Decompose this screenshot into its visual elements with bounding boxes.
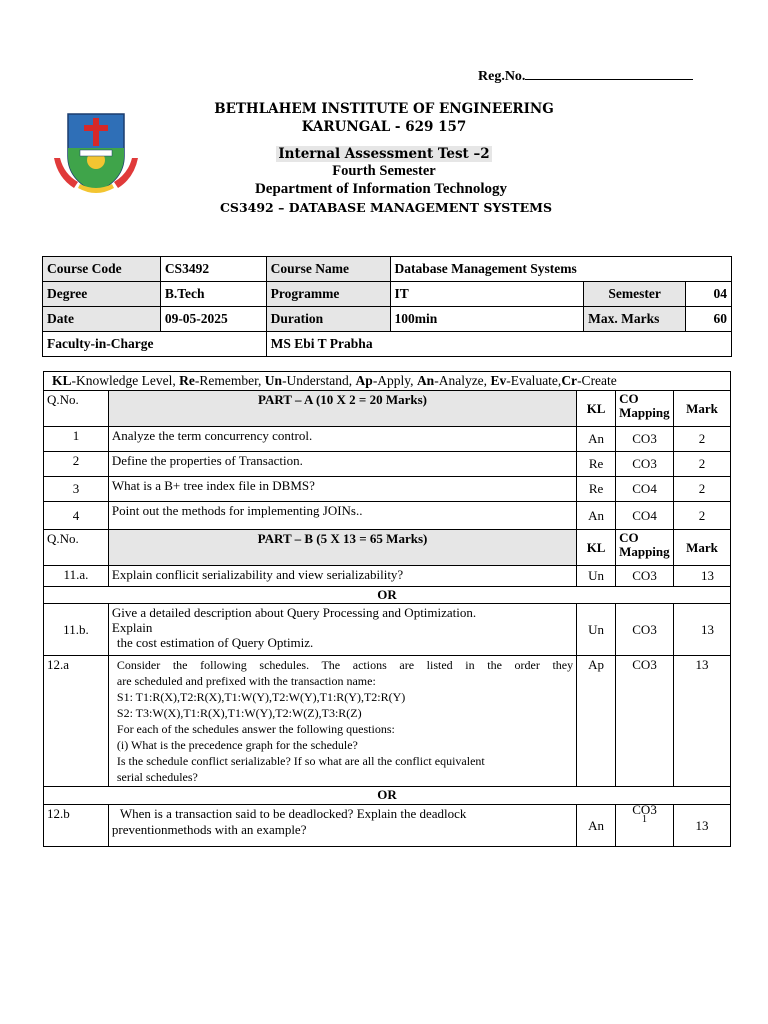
- question-co: CO3: [616, 656, 674, 787]
- degree: B.Tech: [160, 282, 266, 307]
- question-kl: An: [577, 805, 616, 847]
- course-code: CS3492: [160, 257, 266, 282]
- question-kl: Re: [577, 477, 616, 502]
- qno-header: Q.No.: [44, 391, 109, 427]
- question-co: CO3: [616, 604, 674, 656]
- legend-kl: KL: [52, 373, 72, 388]
- question-kl: Un: [577, 566, 616, 587]
- exam-subject: CS3492 – DATABASE MANAGEMENT SYSTEMS: [219, 200, 553, 215]
- table-row: [44, 656, 731, 787]
- legend-un-text: -Understand,: [282, 373, 353, 388]
- question-line: serial schedules?: [116, 770, 198, 784]
- table-row: [44, 452, 731, 477]
- legend-ev: Ev: [490, 373, 507, 388]
- question-line: For each of the schedules answer the following questions:: [116, 722, 395, 736]
- question-number: 4: [44, 502, 109, 530]
- exam-department: Department of Information Technology: [254, 181, 508, 197]
- question-number: 11.a.: [44, 566, 109, 587]
- legend-re: Re: [179, 373, 195, 388]
- question-number: 12.b: [44, 805, 109, 847]
- question-text: Point out the methods for implementing JOINs..: [108, 502, 576, 530]
- mark-header: Mark: [674, 391, 731, 427]
- exam-semester: Fourth Semester: [332, 163, 436, 179]
- question-kl: Un: [577, 604, 616, 656]
- faculty: MS Ebi T Prabha: [266, 332, 731, 357]
- legend-kl-text: -Knowledge Level,: [71, 373, 176, 388]
- question-kl: An: [577, 502, 616, 530]
- question-number: 1: [44, 427, 109, 452]
- kl-header: KL: [577, 530, 616, 566]
- question-mark: 13: [674, 566, 731, 587]
- question-co: [616, 802, 674, 847]
- question-line: Is the schedule conflict serializable? If so what are all the conflict equivalent: [116, 754, 485, 768]
- question-mark: 13: [674, 604, 731, 656]
- question-number: 11.b.: [44, 604, 109, 656]
- degree-label: Degree: [43, 282, 161, 307]
- legend-an-text: -Analyze,: [434, 373, 488, 388]
- course-name-label: Course Name: [266, 257, 390, 282]
- exam-title-text: Internal Assessment Test –2: [278, 146, 490, 162]
- table-row: [44, 805, 731, 847]
- course-code-label: Course Code: [43, 257, 161, 282]
- question-co: CO4: [616, 477, 674, 502]
- question-co: CO4: [616, 502, 674, 530]
- part-a-title: PART – A (10 X 2 = 20 Marks): [108, 391, 576, 427]
- question-text: [108, 805, 576, 847]
- question-number: 12.a: [44, 656, 109, 787]
- course-info-table: [42, 256, 732, 357]
- reg-no-blank: [525, 66, 693, 80]
- faculty-label: Faculty-in-Charge: [43, 332, 267, 357]
- question-number: 2: [44, 452, 109, 477]
- table-row: [44, 477, 731, 502]
- institute-name: BETHLAHEM INSTITUTE OF ENGINEERING: [214, 101, 554, 117]
- exam-title: [0, 146, 768, 162]
- programme-label: Programme: [266, 282, 390, 307]
- table-row: [44, 502, 731, 530]
- reg-no: [478, 66, 693, 85]
- question-line: S2: T3:W(X),T1:R(X),T1:W(Y),T2:W(Z),T3:R(Z): [116, 706, 362, 720]
- question-line: Consider the following schedules. The actions are listed in the order they: [116, 658, 574, 672]
- date: 09-05-2025: [160, 307, 266, 332]
- question-line: Give a detailed description about Query Processing and Optimization.: [111, 605, 477, 620]
- co-header: CO Mapping: [616, 391, 674, 427]
- question-mark: 2: [674, 427, 731, 452]
- question-text: Analyze the term concurrency control.: [108, 427, 576, 452]
- question-line: the cost estimation of Query Optimiz.: [116, 635, 314, 650]
- question-mark: 2: [674, 452, 731, 477]
- semester-label: Semester: [584, 282, 686, 307]
- co-subscript: 1: [642, 814, 648, 825]
- programme: IT: [390, 282, 584, 307]
- question-text: Define the properties of Transaction.: [108, 452, 576, 477]
- question-number: 3: [44, 477, 109, 502]
- max-marks: 60: [686, 307, 732, 332]
- kl-header: KL: [577, 391, 616, 427]
- question-table: [43, 371, 731, 847]
- question-line: are scheduled and prefixed with the transaction name:: [116, 674, 376, 688]
- question-line: (i) What is the precedence graph for the schedule?: [116, 738, 358, 752]
- legend-re-text: -Remember,: [194, 373, 262, 388]
- mark-header: Mark: [674, 530, 731, 566]
- question-kl: An: [577, 427, 616, 452]
- question-mark: 13: [674, 805, 731, 847]
- question-line: preventionmethods with an example?: [111, 822, 307, 837]
- legend-ap: Ap: [355, 373, 373, 388]
- question-line: When is a transaction said to be deadlocked? Explain the deadlock: [119, 806, 467, 821]
- question-line: Explain: [111, 620, 153, 635]
- question-text: [108, 604, 576, 656]
- or-divider: OR: [44, 787, 731, 805]
- question-mark: 2: [674, 477, 731, 502]
- question-mark: 13: [674, 656, 731, 787]
- legend-cr-text: -Create: [577, 373, 617, 388]
- course-name: Database Management Systems: [390, 257, 731, 282]
- max-marks-label: Max. Marks: [584, 307, 686, 332]
- legend-cr: Cr: [561, 373, 578, 388]
- part-b-title: PART – B (5 X 13 = 65 Marks): [108, 530, 576, 566]
- date-label: Date: [43, 307, 161, 332]
- question-text: [108, 656, 576, 787]
- legend-ev-text: -Evaluate,: [506, 373, 562, 388]
- duration: 100min: [390, 307, 584, 332]
- semester-value: 04: [686, 282, 732, 307]
- reg-no-label: Reg.No.: [478, 69, 526, 84]
- question-mark: 2: [674, 502, 731, 530]
- or-divider: OR: [44, 587, 731, 604]
- question-kl: Ap: [577, 656, 616, 787]
- question-co: CO3: [616, 427, 674, 452]
- table-row: [44, 427, 731, 452]
- table-row: [44, 566, 731, 587]
- duration-label: Duration: [266, 307, 390, 332]
- legend-an: An: [416, 373, 435, 388]
- question-line: S1: T1:R(X),T2:R(X),T1:W(Y),T2:W(Y),T1:R(Y),T2:R(Y): [116, 690, 406, 704]
- legend-ap-text: -Apply,: [372, 373, 414, 388]
- question-text: Explain conflicit serializability and view serializability?: [108, 566, 576, 587]
- question-text: What is a B+ tree index file in DBMS?: [108, 477, 576, 502]
- table-row: [44, 604, 731, 656]
- question-co: CO3: [616, 452, 674, 477]
- institute-location: KARUNGAL - 629 157: [301, 119, 467, 135]
- legend-un: Un: [264, 373, 283, 388]
- co-header: CO Mapping: [616, 530, 674, 566]
- qno-header: Q.No.: [44, 530, 109, 566]
- kl-legend: [44, 372, 731, 391]
- question-co: CO3: [616, 566, 674, 587]
- question-kl: Re: [577, 452, 616, 477]
- co-value: CO3: [632, 802, 657, 817]
